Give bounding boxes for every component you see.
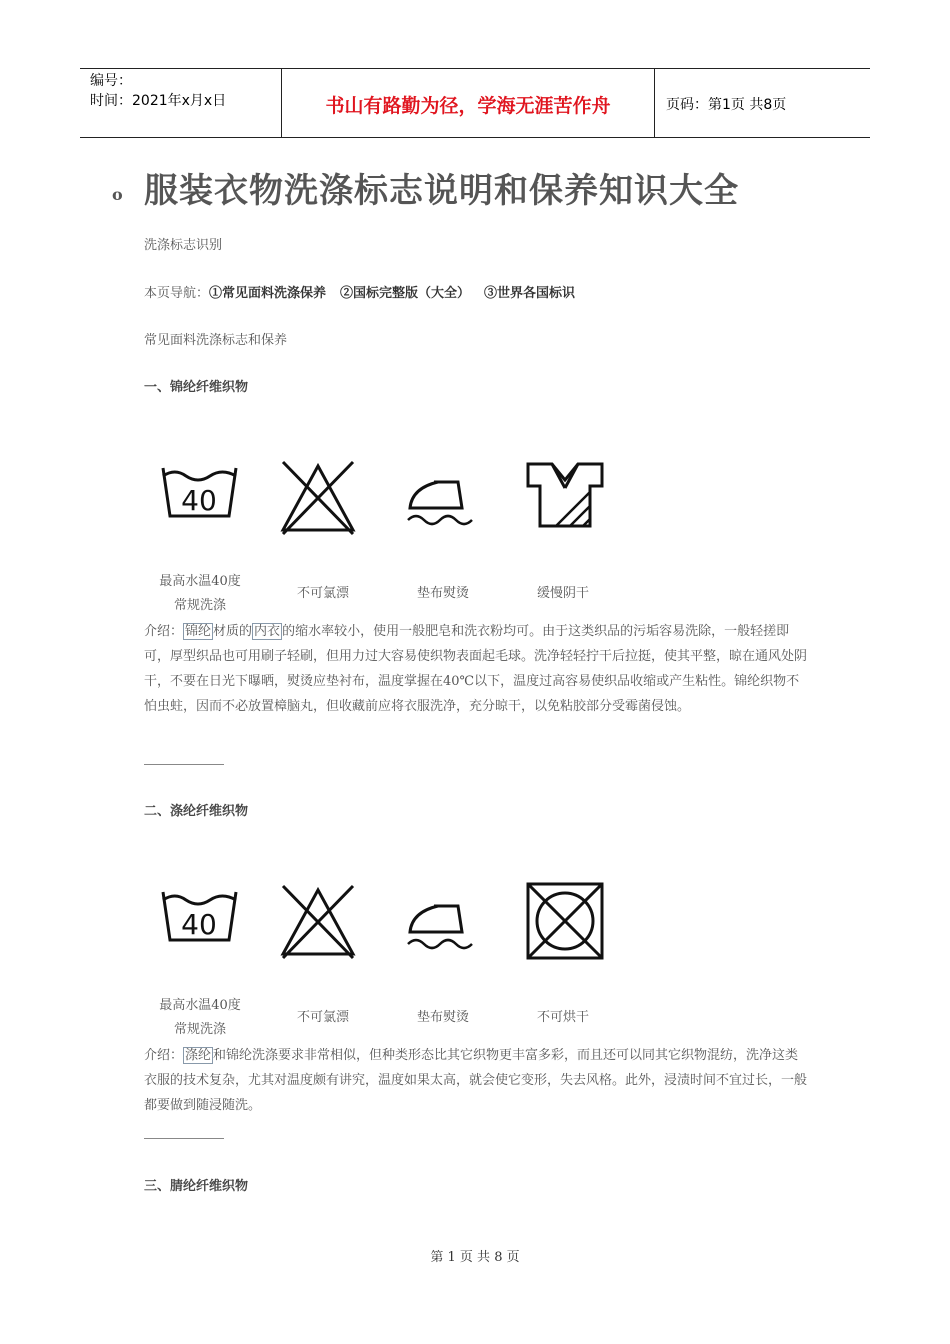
symbol-caption: 不可氯漂 — [296, 586, 349, 601]
section-heading-polyester: 二、涤纶纤维织物 — [144, 804, 249, 819]
nav-link-fabric-care[interactable]: ①常见面料洗涤保养 — [209, 286, 327, 301]
wash-40-icon — [155, 878, 245, 968]
header-meta — [90, 71, 280, 111]
document-date-label: 时间：2021年x月x日 — [90, 93, 227, 109]
no-bleach-icon — [273, 878, 363, 968]
wash-temperature: 40 — [181, 908, 217, 941]
title-bullet: o — [112, 185, 123, 204]
symbol-caption: 不可氯漂 — [296, 1010, 349, 1025]
header-motto: 书山有路勤为径，学海无涯苦作舟 — [325, 95, 611, 117]
wash-40-icon — [155, 454, 245, 544]
page-footer: 第 1 页 共 8 页 — [430, 1250, 520, 1265]
section-heading-nylon: 一、锦纶纤维织物 — [144, 380, 249, 395]
iron-with-cloth-icon — [398, 878, 488, 968]
symbol-caption: 不可烘干 — [536, 1010, 589, 1025]
page-navigation — [144, 282, 575, 301]
nav-prefix: 本页导航： — [144, 286, 210, 301]
section-divider — [144, 1138, 224, 1139]
document-header — [80, 68, 870, 138]
symbol-caption: 缓慢阴干 — [536, 586, 589, 601]
symbol-caption: 最高水温40度 常规洗涤 — [159, 574, 241, 613]
no-tumble-dry-icon — [520, 878, 610, 968]
document-number-label: 编号： — [90, 73, 132, 89]
page-title: 服装衣物洗涤标志说明和保养知识大全 — [144, 171, 739, 211]
iron-with-cloth-icon — [398, 454, 488, 544]
header-page-info: 页码：第1页 共8页 — [666, 97, 787, 113]
nav-link-world-labels[interactable]: ③世界各国标识 — [484, 286, 576, 301]
wash-temperature: 40 — [181, 484, 217, 517]
section-description-nylon: 介绍： 锦纶 材质的 内衣 的缩水率较小，使用一般肥皂和洗衣粉均可。由于这类织品的污垢容易洗除，一般轻搓即可，厚型织品也可用刷子轻刷，但用力过大容易使织物表面起毛球。洗净轻轻拧干后拉挺，使其平整，晾在通风处阴干，不要在日光下曝晒，熨烫应垫衬布，温度掌握在40℃以下，温度过高容易使织品收缩或产生粘性。锦纶织物不怕虫蛀，因而不必放置樟脑丸，但收藏前应将衣服洗净，充分晾干，以免粘胶部分受霉菌侵蚀。 — [144, 624, 808, 714]
section-description-polyester: 介绍： 涤纶 和锦纶洗涤要求非常相似，但种类形态比其它织物更丰富多彩，而且还可以同其它织物混纺，洗净这类衣服的技术复杂，尤其对温度颇有讲究，温度如果太高，就会使它变形，失去风格。此外，浸渍时间不宜过长，一般都要做到随浸随洗。 — [144, 1048, 808, 1113]
intro-heading: 常见面料洗涤标志和保养 — [144, 333, 288, 348]
nav-link-national-standard[interactable]: ②国标完整版（大全） — [340, 286, 471, 301]
symbol-caption: 最高水温40度 常规洗涤 — [159, 998, 241, 1037]
symbol-caption: 垫布熨烫 — [416, 1010, 469, 1025]
header-divider — [654, 69, 655, 137]
term-link-underwear[interactable]: 内衣 — [254, 624, 281, 639]
term-link-polyester[interactable]: 涤纶 — [185, 1048, 212, 1063]
section-heading-acrylic: 三、腈纶纤维织物 — [144, 1179, 249, 1194]
no-bleach-icon — [273, 454, 363, 544]
term-link-nylon[interactable]: 锦纶 — [185, 624, 212, 639]
subtitle: 洗涤标志识别 — [144, 238, 223, 253]
symbol-caption: 垫布熨烫 — [416, 586, 469, 601]
section-divider — [144, 764, 224, 765]
shade-dry-icon — [520, 454, 610, 544]
